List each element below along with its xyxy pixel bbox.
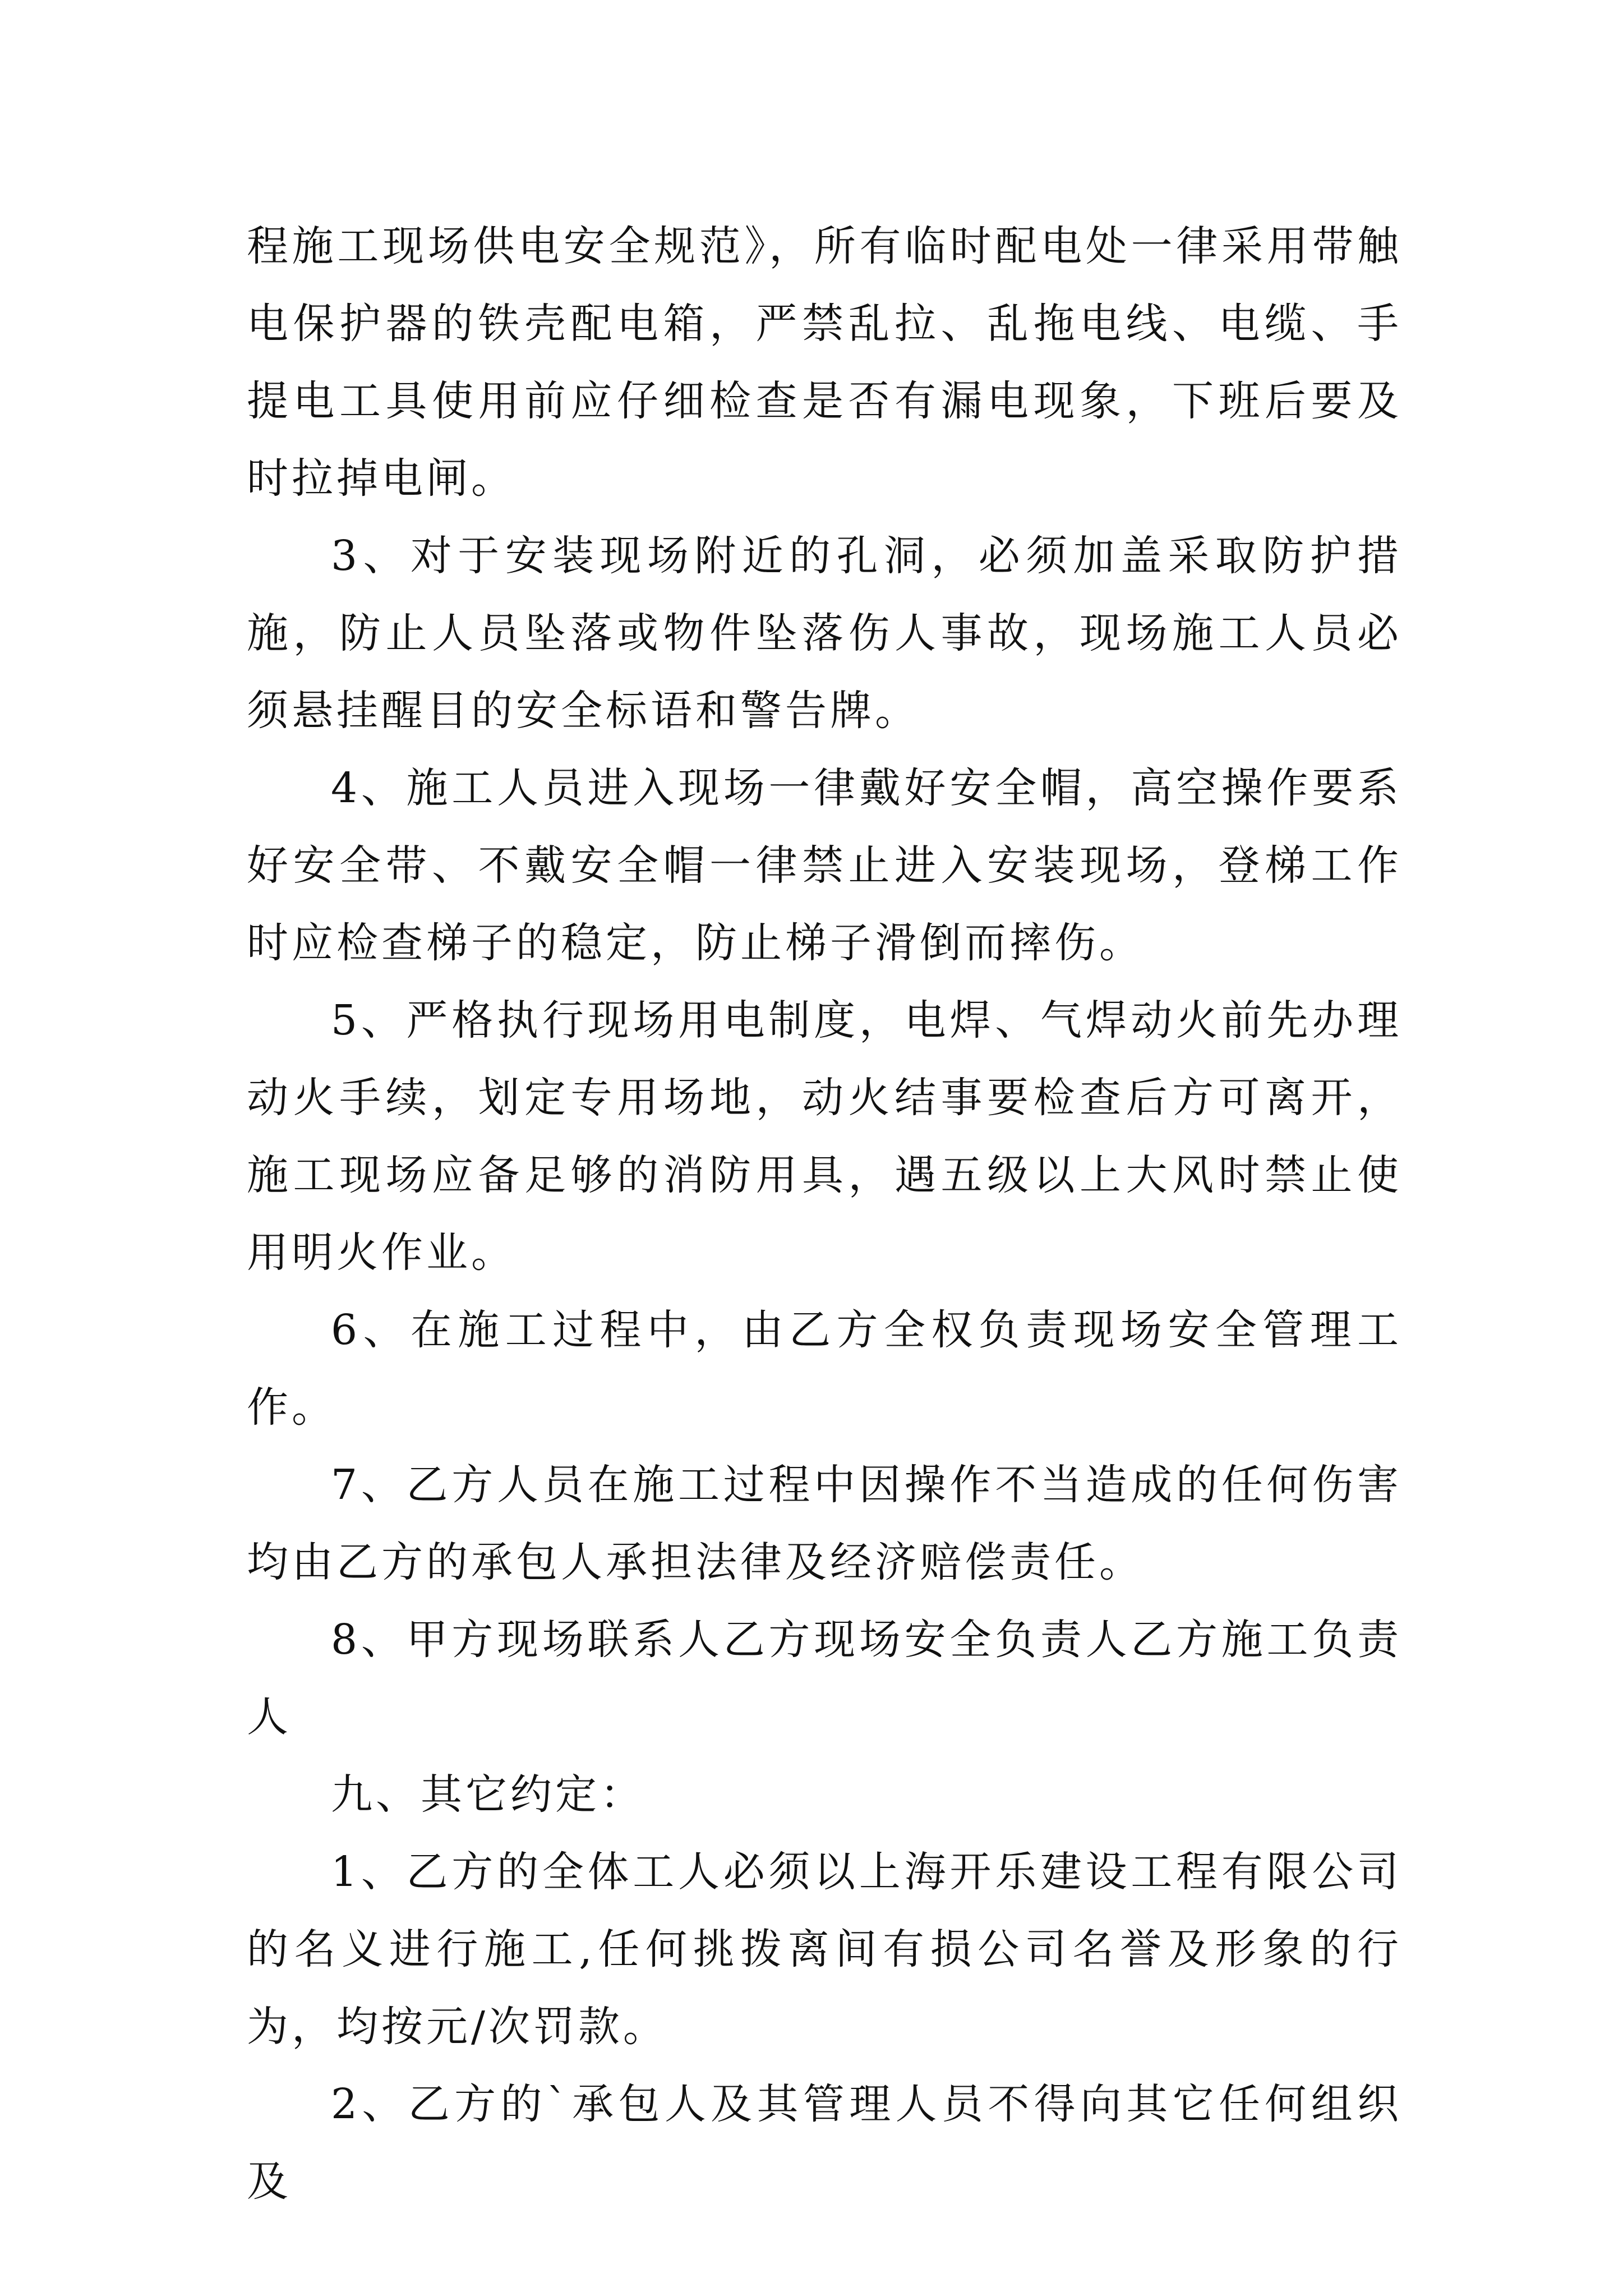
paragraph-item-4: 4、施工人员进入现场一律戴好安全帽，高空操作要系好安全带、不戴安全帽一律禁止进入安装现场，登梯工作时应检查梯子的稳定，防止梯子滑倒而摔伤。	[247, 764, 1402, 967]
paragraph-item-6: 6、在施工过程中，由乙方全权负责现场安全管理工作。	[247, 1306, 1402, 1432]
paragraph-other-item-1: 1、乙方的全体工人必须以上海开乐建设工程有限公司的名义进行施工,任何挑拨离间有损公司名誉及形象的行为，均按元/次罚款。	[247, 1848, 1402, 2051]
paragraph-power-safety: 程施工现场供电安全规范》，所有临时配电处一律采用带触电保护器的铁壳配电箱，严禁乱拉、乱拖电线、电缆、手提电工具使用前应仔细检查是否有漏电现象，下班后要及时拉掉电闸。	[247, 222, 1402, 503]
paragraph-item-5: 5、严格执行现场用电制度，电焊、气焊动火前先办理动火手续，划定专用场地，动火结事要检查后方可离开，施工现场应备足够的消防用具，遇五级以上大风时禁止使用明火作业。	[247, 996, 1402, 1277]
paragraph-item-8: 8、甲方现场联系人乙方现场安全负责人乙方施工负责人	[247, 1616, 1402, 1741]
paragraph-item-3: 3、对于安装现场附近的孔洞，必须加盖采取防护措施，防止人员坠落或物件坠落伤人事故，现场施工人员必须悬挂醒目的安全标语和警告牌。	[247, 532, 1402, 735]
paragraph-other-item-2: 2、乙方的`承包人及其管理人员不得向其它任何组织及	[247, 2080, 1402, 2206]
section-heading-other-agreements: 九、其它约定：	[331, 1770, 645, 1819]
paragraph-item-7: 7、乙方人员在施工过程中因操作不当造成的任何伤害均由乙方的承包人承担法律及经济赔偿责任。	[247, 1461, 1402, 1586]
document-body	[247, 208, 1402, 2220]
